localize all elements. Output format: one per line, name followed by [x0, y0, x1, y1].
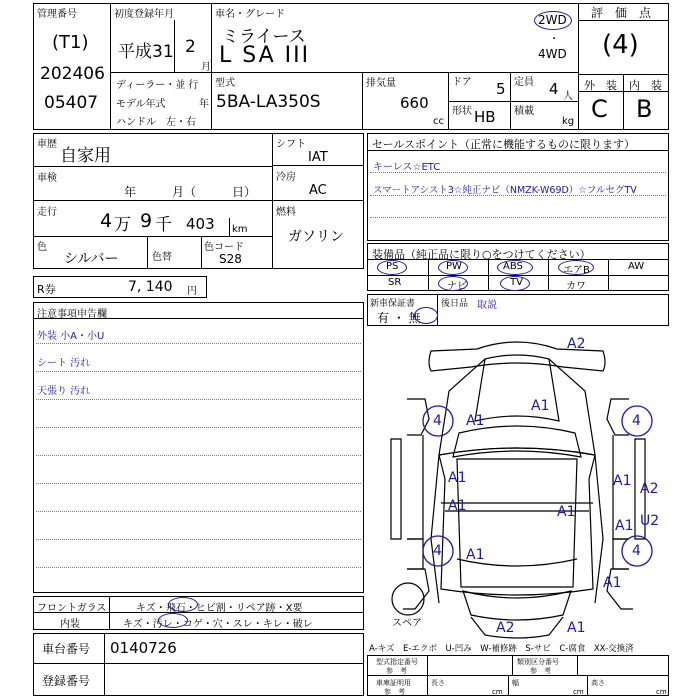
mark-u2-r: U2	[640, 513, 660, 529]
note-rule	[36, 427, 361, 428]
color-label: 色	[37, 242, 47, 253]
mileage-sen: 9	[140, 210, 153, 232]
ac-label: 冷房	[276, 172, 296, 183]
ac-value: AC	[309, 183, 327, 198]
sales-line1: キーレス☆ETC	[373, 162, 441, 173]
mileage-label: 走行	[37, 207, 57, 218]
mileage-sen-unit: 千	[155, 215, 172, 235]
mileage-man-unit: 万	[114, 215, 131, 235]
dealer-label: ディーラー・並 行	[116, 80, 199, 91]
car-name: ミライース	[222, 27, 306, 47]
shape-label: 形状	[452, 106, 472, 117]
mark-a1-rr: A1	[603, 575, 622, 591]
doors-value: 5	[496, 80, 506, 98]
equip-tv: TV	[510, 277, 523, 288]
disp-value: 660	[400, 94, 429, 112]
int-value: B	[636, 95, 653, 123]
ref-ref3: 参 考	[384, 688, 405, 696]
note-rule	[36, 399, 361, 400]
ref-cm2: cm	[573, 688, 584, 696]
int-label: 内 装	[629, 79, 662, 92]
legend-text: A-キズ E-エクボ U-凹み W-補修跡 S-サビ C-腐食 XX-交換済	[369, 644, 634, 654]
ref-cm3: cm	[656, 688, 667, 696]
glass-label: フロントガラス	[37, 603, 107, 614]
note-line-2: シート 汚れ	[37, 358, 91, 369]
frame-value: 0140726	[110, 639, 177, 657]
equip-ps: PS	[386, 261, 399, 272]
reg-era: 平成31	[118, 42, 174, 62]
mark-a1-l-rdoor: A1	[448, 498, 467, 514]
equip-navi: ナビ	[447, 281, 467, 292]
sales-label: セールスポイント（正常に機能するものに限ります）	[372, 138, 636, 151]
frame-label: 車台番号	[42, 642, 91, 656]
mark-4-rl: 4	[433, 543, 442, 559]
mark-a1-fl-fender: A1	[466, 413, 485, 429]
fuel-label: 燃料	[276, 207, 296, 218]
note-rule	[36, 455, 361, 456]
equip-aw: AW	[628, 261, 645, 272]
shaken-label: 車検	[37, 173, 57, 184]
equip-ps-circle	[377, 260, 407, 275]
ref-width: 幅	[512, 679, 519, 687]
notes-frame	[33, 302, 364, 593]
history-label: 車歴	[37, 139, 57, 150]
mileage-unit: km	[232, 224, 248, 235]
mark-a2-top: A2	[567, 336, 586, 352]
load-label: 積載	[514, 106, 534, 117]
mark-4-rr: 4	[632, 543, 641, 559]
mark-a1-fr-fender: A1	[613, 473, 632, 489]
recycle-value: 7, 140	[128, 279, 173, 295]
recycle-label: R券	[37, 283, 56, 296]
capacity-label: 定員	[514, 77, 534, 88]
mark-a1-rear: A1	[567, 620, 586, 636]
handle-label: ハンドル 左・右	[116, 117, 196, 128]
score-label: 評 価 点	[591, 6, 652, 20]
drive-2wd: 2WD	[538, 13, 567, 27]
mileage-man: 4	[100, 210, 113, 232]
after-label: 後日品	[441, 299, 469, 309]
note-line-1: 外装 小A・小U	[37, 331, 105, 342]
mark-a1-roof: A1	[557, 504, 576, 520]
year-unit: 年	[199, 99, 209, 110]
color-code-label: 色コード	[204, 242, 244, 253]
ref-cm1: cm	[492, 688, 503, 696]
equip-pw-circle	[438, 260, 468, 275]
regno-label: 登録番号	[42, 674, 91, 688]
color-change-label: 色替	[152, 252, 172, 263]
equip-airbag-circle	[558, 260, 594, 275]
ref-type-no: 型式指定番号	[376, 658, 418, 666]
notes-label: 注意事項申告欄	[37, 309, 107, 320]
type-value: 5BA-LA350S	[216, 92, 321, 112]
mileage-rest: 403	[186, 215, 215, 233]
reg-month-unit: 月	[201, 62, 211, 73]
equip-airbag: エアB	[563, 265, 590, 276]
ref-length: 長さ	[431, 679, 445, 687]
color-value: シルバー	[64, 251, 119, 267]
note-line-3: 天張り 汚れ	[37, 386, 91, 397]
interior-label: 内装	[60, 619, 80, 630]
note-rule	[36, 371, 361, 372]
equip-navi-circle	[438, 276, 468, 291]
color-code: S28	[219, 252, 242, 266]
note-rule	[36, 567, 361, 568]
model-year-label: モデル年式	[116, 99, 166, 110]
shape-value: HB	[474, 108, 496, 126]
mark-a2-r-sill: A2	[640, 481, 659, 497]
note-rule	[36, 483, 361, 484]
type-label: 型式	[215, 78, 235, 89]
doors-label: ドア	[452, 77, 472, 88]
mark-4-fl: 4	[433, 413, 442, 429]
warranty-label: 新車保証書	[370, 299, 416, 309]
score-value: (4)	[602, 30, 639, 60]
car-grade: L SA III	[219, 43, 311, 68]
ext-value: C	[591, 95, 608, 123]
capacity-value: 4	[549, 80, 559, 98]
after-value: 取説	[477, 300, 497, 311]
top-frame	[33, 3, 669, 130]
drive-sep: ・	[549, 34, 559, 45]
spare-label: スペア	[392, 618, 422, 629]
mark-a1-r-rdoor: A1	[615, 518, 634, 534]
kanri-line2: 202406	[40, 64, 105, 84]
mark-4-fr: 4	[632, 413, 641, 429]
glass-circle	[168, 597, 198, 612]
recycle-unit: 円	[187, 286, 197, 297]
note-rule	[36, 539, 361, 540]
note-rule	[36, 511, 361, 512]
ref-height: 高さ	[591, 679, 605, 687]
equip-abs-circle	[497, 260, 533, 275]
ref-ref2: 参 考	[530, 667, 551, 675]
capacity-unit: 人	[563, 91, 573, 102]
kanri-line1: (T1)	[52, 32, 89, 53]
ext-label: 外 装	[584, 79, 617, 92]
shaken-text: 年 月（ 日）	[124, 185, 257, 199]
kanri-line3: 05407	[44, 93, 99, 113]
ref-cert: 車庫証明用	[376, 679, 411, 687]
reg-month: 2	[185, 37, 196, 57]
mark-a1-hood: A1	[531, 398, 550, 414]
mark-a1-l-door: A1	[448, 470, 467, 486]
drive-4wd: 4WD	[538, 47, 567, 61]
disp-unit: cc	[433, 116, 444, 127]
interior-text: キズ・汚レ・コゲ・穴・スレ・キレ・破レ	[123, 619, 313, 630]
kanri-label: 管理番号	[37, 9, 77, 20]
mark-a2-rear: A2	[496, 620, 515, 636]
equip-label: 装備品（純正品に限り○をつけてください）	[372, 248, 591, 261]
warranty-circle	[414, 307, 438, 324]
shift-value: IAT	[308, 150, 328, 165]
load-unit: kg	[562, 116, 575, 127]
equip-abs: ABS	[503, 261, 523, 272]
equip-pw: PW	[446, 261, 462, 272]
recycle-frame	[33, 276, 207, 298]
mark-a1-rl: A1	[466, 547, 485, 563]
ref-ref1: 参 考	[386, 667, 407, 675]
equip-leather: カワ	[566, 281, 586, 292]
ref-class-no: 類別区分番号	[517, 658, 559, 666]
glass-text: キズ・飛石・ヒビ割・リペア跡・X要	[136, 603, 303, 614]
sales-line2: スマートアシスト3☆純正ナビ（NMZK-W69D）☆フルセグTV	[373, 185, 637, 196]
shift-label: シフト	[276, 139, 306, 150]
interior-circle	[158, 613, 188, 628]
equip-tv-circle	[500, 276, 530, 291]
name-label: 車名・グレード	[215, 9, 285, 20]
history-value: 自家用	[60, 146, 111, 166]
fuel-value: ガソリン	[288, 229, 344, 245]
warranty-value: 有 ・ 無	[377, 311, 421, 325]
equip-sr: SR	[388, 277, 402, 288]
note-rule	[36, 343, 361, 344]
reg-label: 初度登録年月	[114, 9, 174, 20]
disp-label: 排気量	[366, 78, 396, 89]
